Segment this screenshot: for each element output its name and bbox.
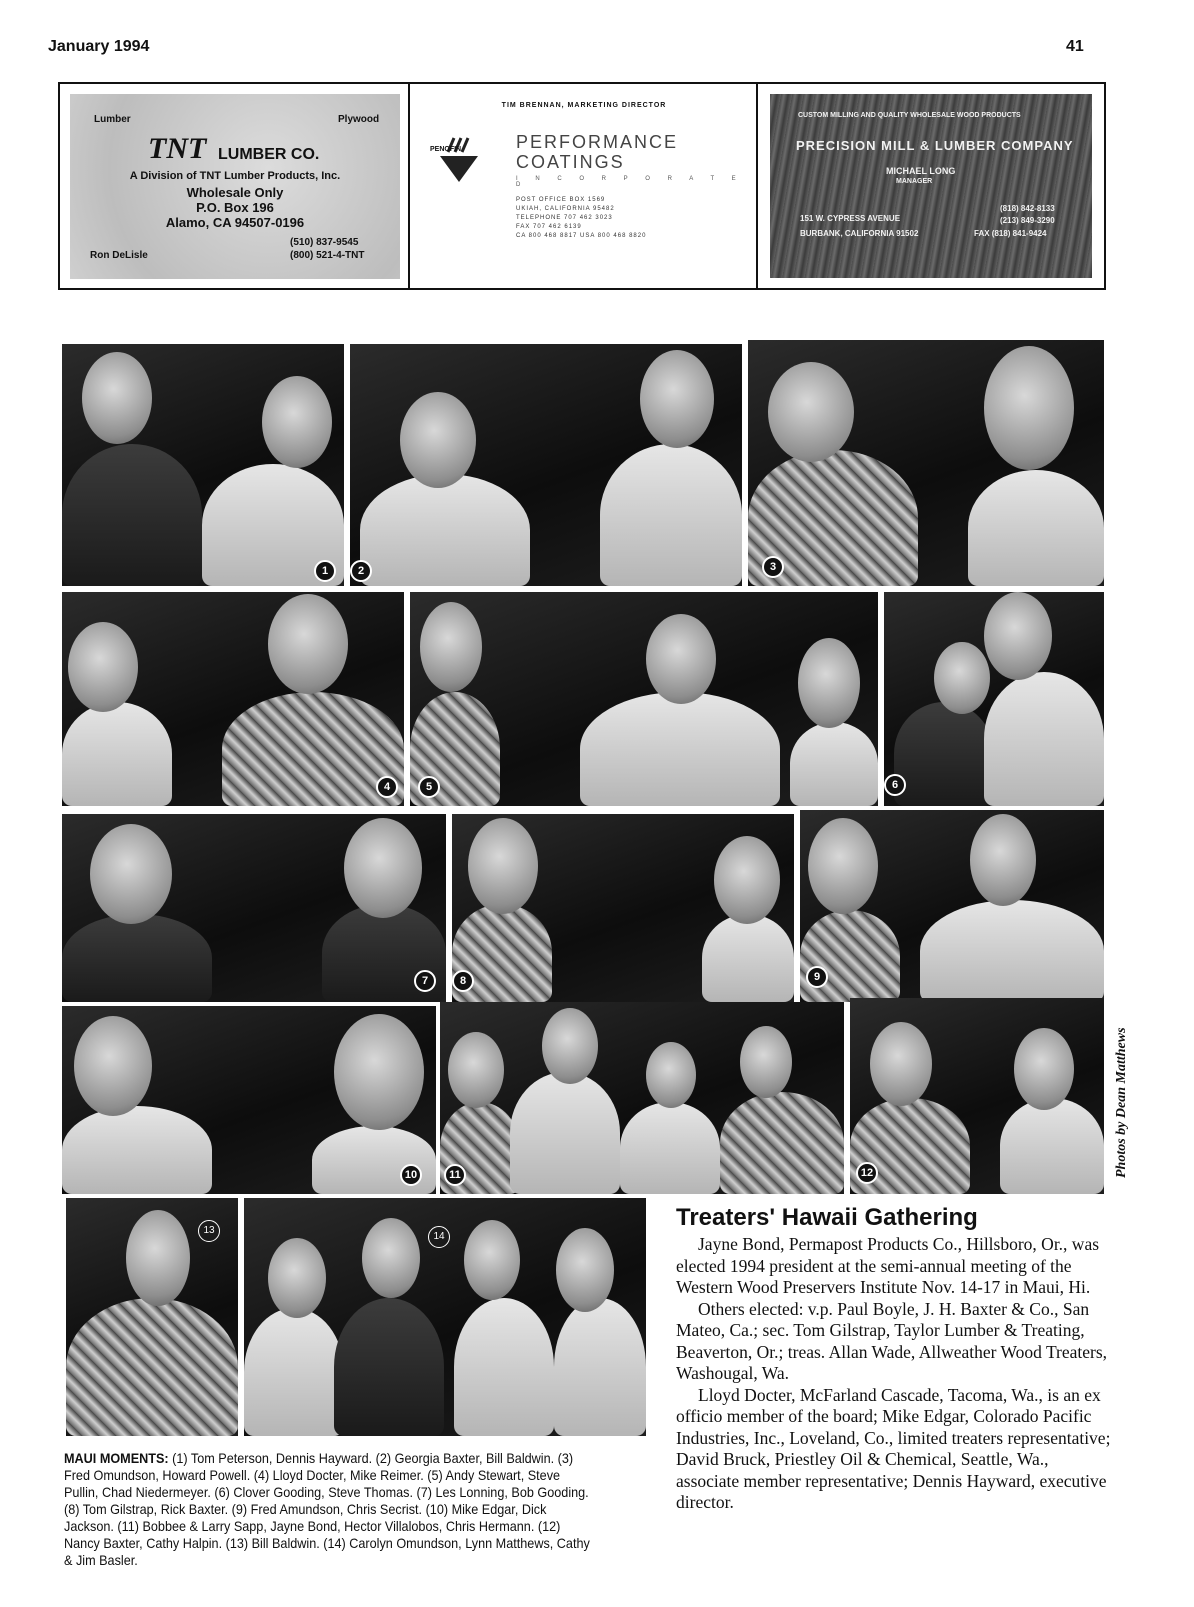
precision-phone-2: (213) 849-3290 [1000, 216, 1055, 225]
precision-company: PRECISION MILL & LUMBER COMPANY [796, 138, 1074, 153]
tnt-logo: TNT [148, 132, 207, 165]
photo-number-4: 4 [376, 776, 398, 798]
photo-8 [452, 814, 794, 1002]
business-card-ads [58, 82, 1106, 290]
photo-number-5: 5 [418, 776, 440, 798]
performance-coatings-ad [410, 84, 758, 288]
pc-director: TIM BRENNAN, MARKETING DIRECTOR [501, 102, 667, 109]
tnt-city: Alamo, CA 94507-0196 [165, 215, 305, 230]
photo-number-6: 6 [884, 774, 906, 796]
photo-number-1: 1 [314, 560, 336, 582]
issue-date: January 1994 [48, 38, 150, 55]
precision-card [770, 94, 1092, 278]
precision-street: 151 W. CYPRESS AVENUE [800, 214, 901, 223]
precision-city: BURBANK, CALIFORNIA 91502 [800, 229, 919, 238]
photo-caption [64, 1450, 594, 1569]
pc-address-line: TELEPHONE 707 462 3023 [516, 215, 613, 221]
photo-number-8: 8 [452, 970, 474, 992]
precision-mill-ad [758, 84, 1104, 288]
photo-number-12: 12 [856, 1162, 878, 1184]
photo-number-13: 13 [198, 1220, 220, 1242]
article-body [676, 1234, 1116, 1514]
photo-12 [850, 998, 1104, 1194]
penofin-logo-icon [434, 134, 484, 184]
pc-address-line: POST OFFICE BOX 1569 [516, 197, 606, 203]
tnt-company-word: LUMBER CO. [218, 146, 320, 163]
precision-title: MANAGER [896, 178, 933, 185]
photo-credit-text: Photos by Dean Matthews [1114, 1027, 1129, 1178]
photo-credit [1112, 1020, 1132, 1180]
caption-text: (1) Tom Peterson, Dennis Hayward. (2) Georgia Baxter, Bill Baldwin. (3) Fred Omundson, Howard Powell. (4) Lloyd Docter, Mike Reimer. (5) Andy Stewart, Steve Pullin, Chad Niedermeyer. (6) Clover Gooding, Steve Thomas. (7) Les Lonning, Bob Gooding. (8) Tom Gilstrap, Rick Baxter. (9) Fred Amundson, Chris Secrist. (10) Mike Edgar, Dick Jackson. (11) Bobbee & Larry Sapp, Jayne Bond, Hector Villalobos, Chris Hermann. (12) Nancy Baxter, Cathy Halpin. (13) Bill Baldwin. (14) Carolyn Omundson, Lynn Matthews, Cathy & Jim Basler. [64, 1451, 590, 1568]
photo-5 [410, 592, 878, 806]
tnt-po-box: P.O. Box 196 [196, 200, 274, 215]
tnt-phone-1: (510) 837-9545 [290, 237, 359, 248]
precision-fax: FAX (818) 841-9424 [974, 229, 1047, 238]
tnt-lumber-label: Lumber [94, 114, 131, 125]
page-number: 41 [1066, 38, 1084, 55]
article-paragraph: Others elected: v.p. Paul Boyle, J. H. Baxter & Co., San Mateo, Ca.; sec. Tom Gilstrap, Taylor Lumber & Treating, Beaverton, Or.; treas. Allan Wade, Allweather Wood Treaters, Washougal, Wa. [676, 1298, 1108, 1383]
article-headline: Treaters' Hawaii Gathering [676, 1204, 978, 1231]
tnt-division: A Division of TNT Lumber Products, Inc. [129, 170, 341, 182]
tnt-lumber-ad [60, 84, 410, 288]
photo-10 [62, 1006, 436, 1194]
tnt-wholesale: Wholesale Only [186, 185, 284, 200]
precision-contact: MICHAEL LONG [886, 166, 956, 176]
photo-number-7: 7 [414, 970, 436, 992]
pc-incorporated: I N C O R P O R A T E D [516, 176, 744, 188]
tnt-plywood-label: Plywood [338, 114, 380, 125]
pc-address [516, 196, 646, 241]
photo-2 [350, 344, 742, 586]
precision-tagline: CUSTOM MILLING AND QUALITY WHOLESALE WOOD PRODUCTS [798, 112, 1021, 119]
pc-name-line-2: COATINGS [516, 152, 625, 172]
article-paragraph: Jayne Bond, Permapost Products Co., Hillsboro, Or., was elected 1994 president at the semi-annual meeting of the Western Wood Preservers Institute Nov. 14-17 in Maui, Hi. [676, 1234, 1100, 1297]
photo-number-11: 11 [444, 1164, 466, 1186]
pc-address-line: FAX 707 462 6139 [516, 224, 582, 230]
tnt-contact: Ron DeLisle [90, 250, 148, 261]
photo-3 [748, 340, 1104, 586]
photo-1 [62, 344, 344, 586]
caption-lead: MAUI MOMENTS: [64, 1451, 169, 1466]
pc-name [516, 132, 678, 172]
tnt-card [70, 94, 400, 279]
photo-number-10: 10 [400, 1164, 422, 1186]
photo-6 [884, 592, 1104, 806]
pc-address-line: CA 800 468 8817 USA 800 468 8820 [516, 233, 647, 239]
pc-address-line: UKIAH, CALIFORNIA 95482 [516, 206, 615, 212]
precision-phone-1: (818) 842-8133 [1000, 204, 1055, 213]
photo-4 [62, 592, 404, 806]
photo-7 [62, 814, 446, 1002]
tnt-phone-2: (800) 521-4-TNT [290, 250, 365, 261]
photo-number-3: 3 [762, 556, 784, 578]
article-paragraph: Lloyd Docter, McFarland Cascade, Tacoma, Wa., is an ex officio member of the board; Mike Edgar, Colorado Pacific Industries, Inc., Loveland, Co., limited treaters representative; David Bruck, Priestley Oil & Chemical, Seattle, Wa., associate member representative; Dennis Hayward, executive director. [676, 1384, 1111, 1512]
photo-number-2: 2 [350, 560, 372, 582]
photo-number-9: 9 [806, 966, 828, 988]
penofin-label: PENOFIN [430, 146, 462, 153]
photo-9 [800, 810, 1104, 1002]
pc-name-line-1: PERFORMANCE [516, 132, 679, 152]
photo-number-14: 14 [428, 1226, 450, 1248]
photo-11 [440, 1002, 844, 1194]
